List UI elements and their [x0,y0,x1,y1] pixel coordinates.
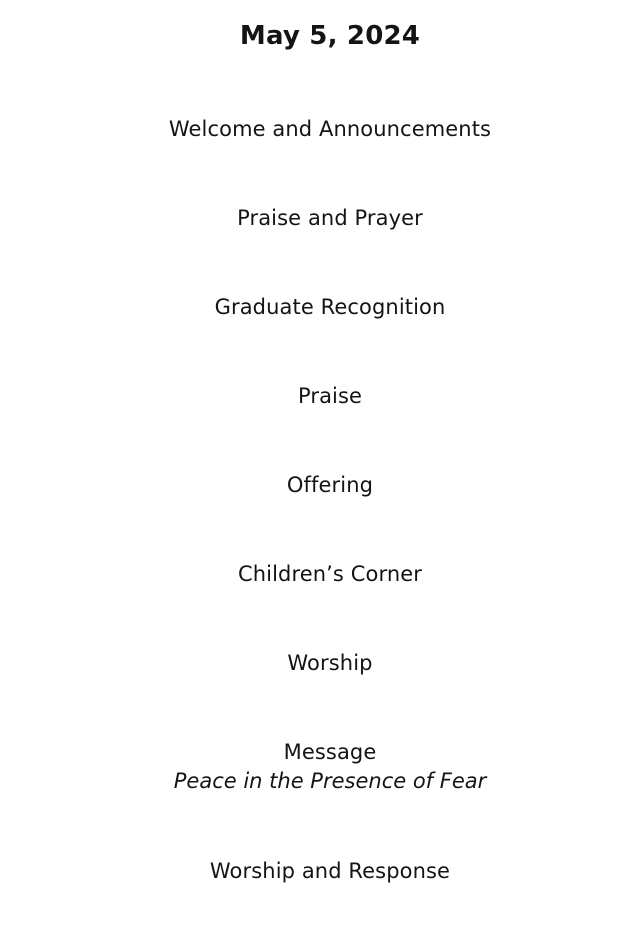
service-date: May 5, 2024 [239,21,421,51]
item-worship: Worship [287,651,373,675]
item-worship-response: Worship and Response [209,859,451,883]
item-offering: Offering [286,473,374,497]
item-welcome-announcements: Welcome and Announcements [168,117,492,141]
message-title: Peace in the Presence of Fear [173,769,487,793]
item-praise-prayer: Praise and Prayer [237,206,423,230]
item-graduate-recognition: Graduate Recognition [214,295,446,319]
item-childrens-corner: Children’s Corner [237,562,422,586]
item-message: Message [283,740,377,764]
item-praise: Praise [297,384,363,408]
